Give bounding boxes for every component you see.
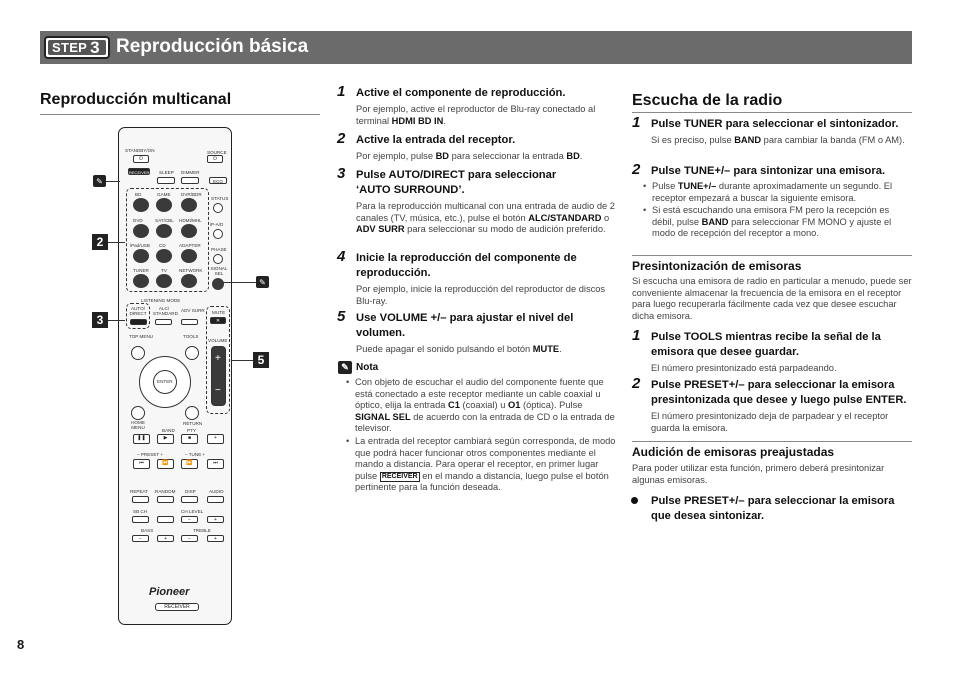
status-button — [213, 203, 223, 213]
volume-minus-icon: − — [215, 385, 221, 396]
stop-button: ■ — [181, 434, 198, 444]
label-ipad-dir: iP-A/D — [210, 222, 224, 227]
phase-button — [213, 254, 223, 264]
step-word: STEP — [52, 40, 88, 55]
label-alc-standard: ALC/ STANDARD — [153, 306, 178, 316]
treble-minus-button: − — [181, 535, 198, 542]
step-3-multicanal — [337, 165, 617, 236]
radio-step-2-bullets — [643, 181, 911, 241]
disp-button — [181, 496, 198, 503]
label-sleep: SLEEP — [159, 170, 174, 175]
tuner-button — [133, 274, 149, 288]
step-desc: El número presintonizado está parpadeando. — [651, 363, 837, 373]
step-title: Pulse PRESET+/– para seleccionar la emisora que desea sintonizar. — [651, 495, 895, 522]
network-button — [181, 274, 197, 288]
preset-step-1 — [632, 327, 912, 375]
preset-intro: Si escucha una emisora de radio en particular a menudo, puede ser conveniente almacenar la frecuencia de la emisora en el receptor para luego recuperarla fácilmente cada vez que desee escuchar dicha emisora. — [632, 276, 912, 321]
volume-plus-icon: + — [215, 353, 221, 364]
step-title: Pulse TUNE+/– para sintonizar una emisora. — [651, 165, 886, 177]
prev-button: ⏮ — [133, 459, 150, 469]
dvd-button — [133, 224, 149, 238]
ipad-dir-button — [213, 229, 223, 239]
note-bullet: • La entrada del receptor cambiará según corresponda, de modo que podrá hacer funcionar otros componentes mediante el mando a distancia. Para operar el receptor, en primer lugar pulse RECEIVER en el mando a distancia, luego pulse el botón pertinente para la función deseada. — [346, 436, 616, 494]
step-number: 3 — [90, 38, 100, 57]
satcbl-button — [156, 224, 172, 238]
chlevel-select-button — [157, 516, 174, 523]
step-number: 5 — [337, 308, 346, 325]
label-bass: BASS — [141, 528, 154, 533]
page-number: 8 — [17, 637, 25, 652]
section-heading-multicanal: Reproducción multicanal — [40, 91, 232, 108]
cd-button — [156, 249, 172, 263]
receiver-bottom-label: RECEIVER — [155, 603, 199, 611]
brand-logo: Pioneer — [149, 586, 190, 598]
section-rule — [632, 255, 912, 256]
label-standby: STANDBY/ON — [125, 148, 155, 153]
random-button — [157, 496, 174, 503]
pause-button: ❚❚ — [133, 434, 150, 444]
repeat-button — [132, 496, 149, 503]
tools-button — [185, 346, 199, 360]
note-heading — [338, 361, 378, 374]
label-random: RANDOM — [155, 489, 176, 494]
leader-line — [108, 242, 125, 243]
receiver-key-icon: RECEIVER — [381, 472, 418, 480]
listen-step — [630, 494, 912, 524]
adv-surr-button — [181, 319, 198, 325]
play-button: ▶ — [157, 434, 174, 444]
step-number: 1 — [632, 114, 641, 131]
subheading-presintonizacion: Presintonización de emisoras — [632, 259, 802, 273]
fav-button: + — [207, 434, 224, 444]
standby-button: ⏻ — [133, 155, 149, 163]
note-bullets — [346, 377, 616, 495]
section-rule — [632, 441, 912, 442]
label-adapter: ADAPTER — [179, 243, 201, 248]
step-number: 2 — [632, 161, 641, 178]
step-title: Pulse AUTO/DIRECT para seleccionar ‘AUTO SURROUND’. — [356, 169, 557, 196]
dimmer-button — [181, 177, 199, 184]
receiver-button: RECEIVER — [129, 170, 150, 175]
step-number: 1 — [632, 327, 641, 344]
step-desc: Puede apagar el sonido pulsando el botón MUTE. — [356, 344, 562, 354]
label-cd: CD — [159, 243, 166, 248]
auto-direct-button — [130, 319, 147, 325]
remote-control-illustration — [118, 127, 232, 625]
sbch-button — [132, 516, 149, 523]
step-1-multicanal — [337, 83, 617, 127]
step-title: Active la entrada del receptor. — [356, 134, 516, 146]
next-button: ⏭ — [207, 459, 224, 469]
label-pty: PTY — [187, 428, 196, 433]
label-return: RETURN — [183, 421, 203, 426]
label-repeat: REPEAT — [130, 489, 149, 494]
bullet-item: • Pulse TUNE+/– durante aproximadamente un segundo. El receptor empezará a buscar la siguiente emisora. — [643, 181, 911, 204]
leader-line — [232, 360, 253, 361]
step-desc: Por ejemplo, active el reproductor de Blu-ray conectado al terminal HDMI BD IN. — [356, 104, 596, 126]
label-phase: PHASE — [211, 247, 227, 252]
label-disp: DISP — [185, 489, 196, 494]
section-heading-radio: Escucha de la radio — [632, 92, 783, 109]
signal-sel-button — [212, 278, 224, 290]
label-signal-sel: SIGNAL SEL — [210, 266, 228, 276]
label-game: GAME — [157, 192, 171, 197]
bd-button — [133, 198, 149, 212]
subheading-audicion: Audición de emisoras preajustadas — [632, 445, 835, 459]
step-4-multicanal — [337, 248, 617, 307]
return-button — [185, 406, 199, 420]
leader-line — [106, 181, 120, 182]
top-menu-button — [131, 346, 145, 360]
step-title: Pulse TUNER para seleccionar el sintonizador. — [651, 118, 899, 130]
game-button — [156, 198, 172, 212]
label-enter: ENTER — [157, 379, 173, 384]
step-desc: El número presintonizado deja de parpadear y el receptor guarda la emisora. — [651, 411, 889, 433]
note-pen-icon: ✎ — [338, 361, 352, 374]
step-number: 1 — [337, 83, 346, 100]
source-button: ⏻ — [207, 155, 223, 163]
label-home-menu: HOME MENU — [131, 420, 145, 430]
step-title: Active el componente de reproducción. — [356, 87, 566, 99]
listen-intro: Para poder utilizar esta función, primero deberá presintonizar algunas emisoras. — [632, 463, 885, 485]
home-menu-button — [131, 406, 145, 420]
step-desc: Para la reproducción multicanal con una entrada de audio de 2 canales (TV, música, etc.), pulse el botón ALC/STANDARD o ADV SURR para seleccionar su modo de audición preferido. — [356, 201, 615, 235]
note-bullet: • Con objeto de escuchar el audio del componente fuente que está conectado a este receptor mediante un cable coaxial u óptico, elija la entrada C1 (coaxial) u O1 (óptica). Pulse SIGNAL SEL de acuerdo con la entrada de CD o la entrada de televisor. — [346, 377, 616, 435]
label-tune: – TUNE + — [185, 452, 206, 457]
step-title: Inicie la reproducción del componente de reproducción. — [356, 252, 577, 279]
label-dvd: DVD — [133, 218, 143, 223]
tv-button — [156, 274, 172, 288]
step-5-multicanal — [337, 308, 617, 356]
step-number: 2 — [632, 375, 641, 392]
chlevel-minus-button: − — [181, 516, 198, 523]
radio-step-1 — [632, 114, 912, 147]
section-rule — [632, 112, 912, 113]
bass-plus-button: + — [157, 535, 174, 542]
label-mute: MUTE — [212, 310, 226, 315]
note-pen-icon-left: ✎ — [93, 175, 106, 187]
header-band — [40, 31, 912, 64]
chlevel-plus-button: + — [207, 516, 224, 523]
step-desc: Por ejemplo, pulse BD para seleccionar la entrada BD. — [356, 151, 583, 161]
label-ipad: iPad/USB — [130, 243, 150, 248]
bass-minus-button: − — [132, 535, 149, 542]
step-2-multicanal — [337, 130, 617, 163]
label-preset: – PRESET + — [137, 452, 164, 457]
adapter-button — [181, 249, 197, 263]
label-network: NETWORK — [179, 268, 203, 273]
label-treble: TREBLE — [193, 528, 211, 533]
leader-line — [108, 320, 125, 321]
label-audio: AUDIO — [209, 489, 224, 494]
leader-line — [222, 282, 256, 283]
label-dimmer: DIMMER — [181, 170, 200, 175]
dvrbdr-button — [181, 198, 197, 212]
label-satcbl: SAT/CBL — [155, 218, 174, 223]
radio-step-2 — [632, 161, 912, 179]
eco-button: ECO — [209, 177, 227, 184]
label-tools: TOOLS — [183, 334, 199, 339]
callout-2: 2 — [92, 234, 108, 250]
bullet-item: • Si está escuchando una emisora FM pero la recepción es débil, pulse BAND para seleccionar FM MONO y ajuste el modo de recepción del receptor a mono. — [643, 205, 911, 240]
note-heading-text: Nota — [356, 362, 379, 373]
label-ch-level: CH LEVEL — [181, 509, 204, 514]
label-bd: BD — [135, 192, 142, 197]
callout-3: 3 — [92, 312, 108, 328]
rewind-button: ⏪ — [157, 459, 174, 469]
sleep-button — [157, 177, 175, 184]
label-status: STATUS — [211, 196, 229, 201]
label-hdmi: HDMI/MHL — [179, 218, 202, 223]
step-number: 2 — [337, 130, 346, 147]
label-band: BAND — [162, 428, 175, 433]
label-dvrbdr: DVR/BDR — [181, 192, 202, 197]
label-adv-surr: ADV SURR — [181, 308, 205, 313]
forward-button: ⏩ — [181, 459, 198, 469]
step-number: 3 — [337, 165, 346, 182]
audio-button — [207, 496, 224, 503]
step-number: 4 — [337, 248, 346, 265]
alc-standard-button — [155, 319, 172, 325]
step-title: Pulse TOOLS mientras recibe la señal de la emisora que desee guardar. — [651, 331, 881, 358]
label-sbch: SB CH — [133, 509, 148, 514]
note-pen-icon-right: ✎ — [256, 276, 269, 288]
label-listening-mode: LISTENING MODE — [141, 298, 181, 303]
step-title: Pulse PRESET+/– para seleccionar la emisora presintonizada que desee y luego pulse ENTER. — [651, 379, 907, 406]
bullet-dot-icon — [631, 497, 638, 504]
hdmi-button — [181, 224, 197, 238]
section-rule — [40, 114, 320, 115]
step-desc: Si es preciso, pulse BAND para cambiar la banda (FM o AM). — [651, 135, 905, 145]
treble-plus-button: + — [207, 535, 224, 542]
ipad-button — [133, 249, 149, 263]
preset-step-2 — [632, 375, 912, 434]
step-desc: Por ejemplo, inicie la reproducción del reproductor de discos Blu-ray. — [356, 284, 606, 306]
label-top-menu: TOP MENU — [129, 334, 154, 339]
step-badge — [44, 36, 110, 59]
label-auto-direct: AUTO/ DIRECT — [129, 306, 147, 316]
page-title: Reproducción básica — [116, 36, 309, 57]
label-source: SOURCE — [207, 150, 227, 155]
label-tv: TV — [161, 268, 167, 273]
label-tuner: TUNER — [133, 268, 149, 273]
callout-5: 5 — [253, 352, 269, 368]
step-title: Use VOLUME +/– para ajustar el nivel del volumen. — [356, 312, 574, 339]
mute-button: ✕ — [210, 317, 226, 324]
label-volume: VOLUME — [208, 338, 228, 343]
